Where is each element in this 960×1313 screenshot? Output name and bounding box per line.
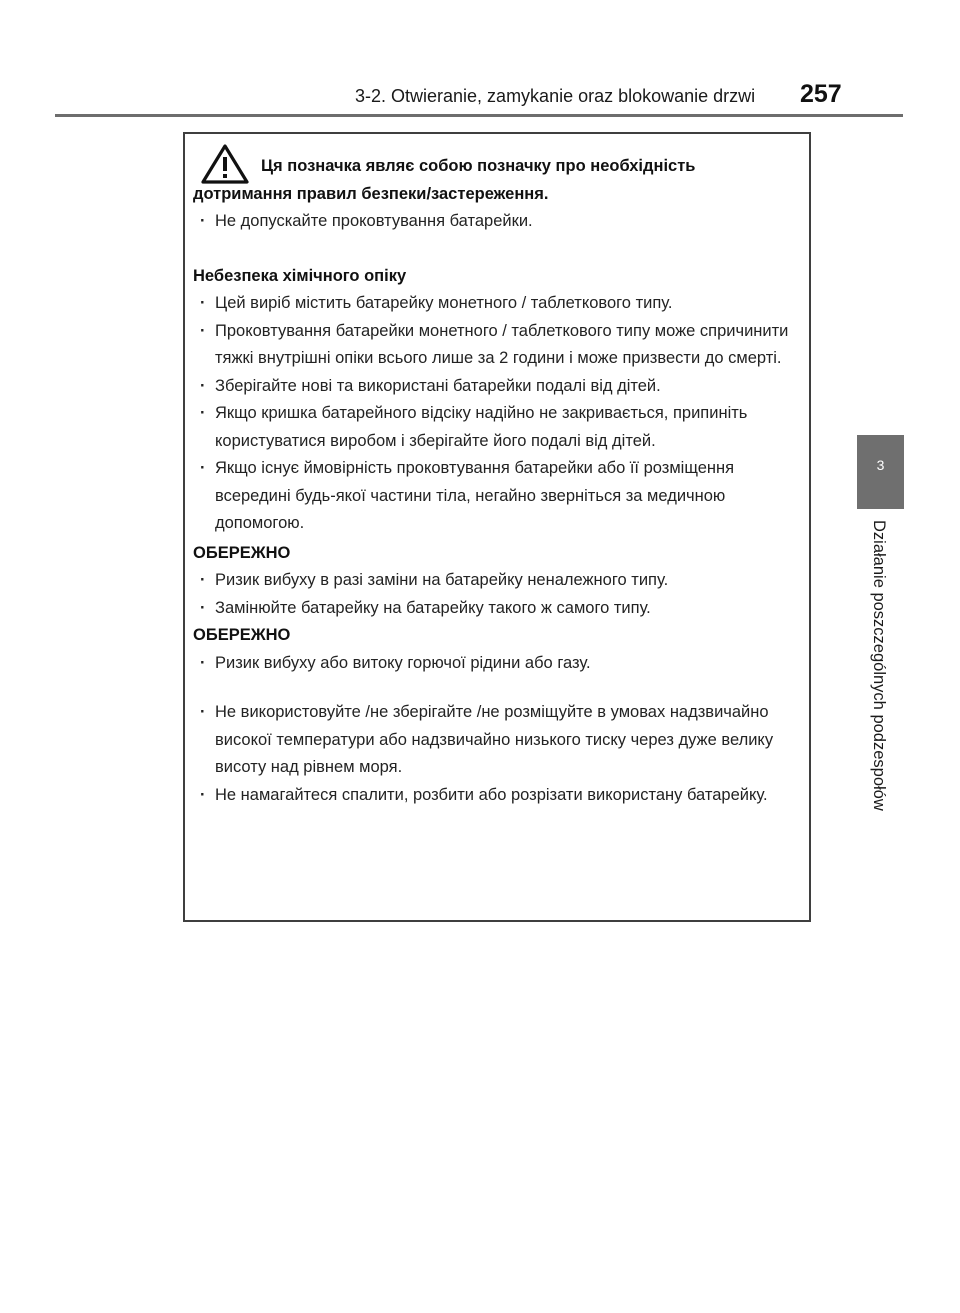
spacer	[193, 236, 795, 263]
list-item: · Ризик вибуху або витоку горючої рідини або газу.	[193, 650, 795, 678]
warning-heading-block	[193, 138, 795, 208]
list-item: · Не використовуйте /не зберігайте /не розміщуйте в умовах надзвичайно високої температури або надзвичайно низького тиску через дуже велику висоту над рівнем моря.	[193, 699, 795, 782]
chemical-burn-title: Небезпека хімічного опіку	[193, 266, 407, 285]
chapter-tab	[857, 435, 904, 509]
page-number: 257	[800, 80, 842, 108]
chapter-label: Działanie poszczególnych podzespołów	[870, 520, 888, 811]
list-item: · Зберігайте нові та використані батарейки подалі від дітей.	[193, 373, 795, 401]
list-item: · Не допускайте проковтування батарейки.	[193, 208, 795, 236]
chemical-burn-bullets	[193, 290, 795, 538]
chapter-number: 3	[876, 457, 885, 473]
section-title: 3-2. Otwieranie, zamykanie oraz blokowanie drzwi	[355, 86, 756, 106]
caution-2-more-bullets	[193, 699, 795, 809]
caution-title-1: ОБЕРЕЖНО	[193, 543, 291, 562]
list-item: · Замінюйте батарейку на батарейку такого ж самого типу.	[193, 595, 795, 623]
warning-triangle-icon	[201, 144, 249, 184]
spacer	[193, 677, 795, 699]
caution-title-2: ОБЕРЕЖНО	[193, 626, 291, 644]
list-item: · Ризик вибуху в разі заміни на батарейку неналежного типу.	[193, 567, 795, 595]
list-item: · Не намагайтеся спалити, розбити або розрізати використану батарейку.	[193, 782, 795, 810]
warning-heading: Ця позначка являє собою позначку про необхідність дотримання правил безпеки/застереження.	[193, 157, 696, 203]
chapter-label-area	[857, 520, 904, 855]
caution-2-bullets	[193, 650, 795, 678]
list-item: · Якщо кришка батарейного відсіку надійно не закривається, припиніть користуватися виробом і зберігайте його подалі від дітей.	[193, 400, 795, 455]
list-item: · Якщо існує ймовірність проковтування батарейки або її розміщення всередині будь-якої частини тіла, негайно зверніться за медичною допомогою.	[193, 455, 795, 538]
intro-bullets	[193, 208, 795, 236]
caution-1-bullets	[193, 567, 795, 622]
header-rule	[55, 114, 903, 117]
list-item: · Цей виріб містить батарейку монетного / таблеткового типу.	[193, 290, 795, 318]
warning-box	[183, 132, 811, 922]
list-item: · Проковтування батарейки монетного / таблеткового типу може спричинити тяжкі внутрішні опіки всього лише за 2 години і може призвести до смерті.	[193, 318, 795, 373]
